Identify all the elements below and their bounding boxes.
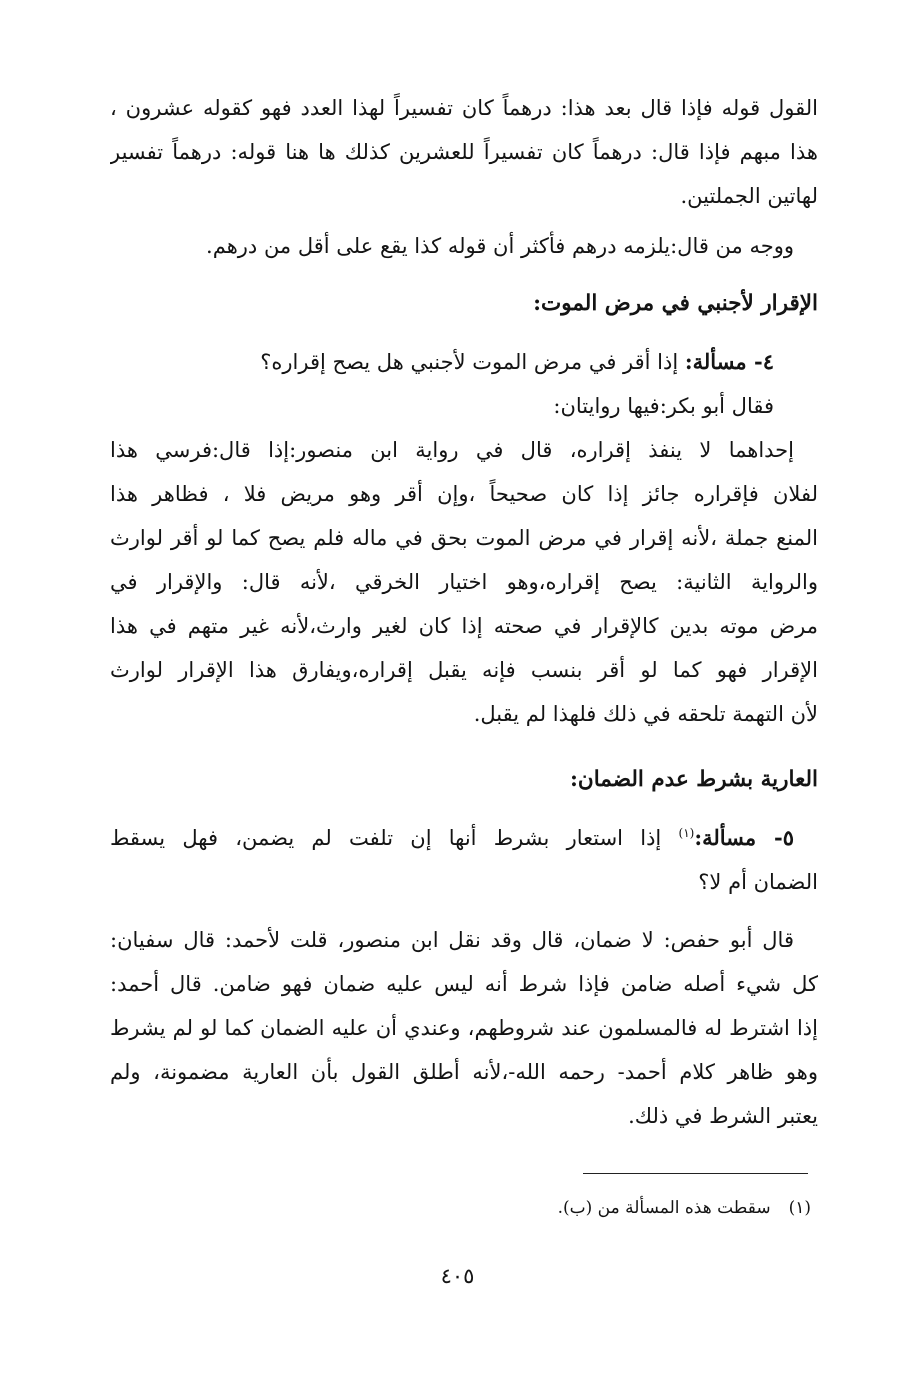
footnote-reference[interactable]: (١) [678,826,695,840]
masala-5-question-line [110,816,818,860]
text-line: إحداهما لا ينفذ إقراره، قال في رواية ابن منصور:إذا قال:فرسي هذا [110,438,794,462]
page-number: ٤٠٥ [440,1264,475,1288]
text-line: كل شيء أصله ضامن فإذا شرط أنه ليس عليه ضمان فهو ضامن. قال أحمد: [110,972,818,996]
text-line: إذا اشترط له فالمسلمون عند شروطهم، وعندي أن عليه الضمان كما لو لم يشرط [110,1016,818,1040]
footnote-divider [583,1173,808,1174]
page-body [110,86,818,1138]
text-line: لهاتين الجملتين. [680,184,818,208]
masala-5 [110,816,818,1138]
text-line: الضمان أم لا؟ [698,870,818,894]
text-line: وهو ظاهر كلام أحمد- رحمه الله-،لأنه أطلق القول بأن العارية مضمونة، ولم [110,1060,818,1084]
masala-4-number: ٤- مسألة: [684,349,774,374]
paragraph-intro [110,86,818,218]
text-line: المنع جملة ،لأنه إقرار في مرض الموت بحق في ماله فلم يصح كما لو أقر لوارث [110,526,818,550]
text-line: لأن التهمة تلحقه في ذلك فلهذا لم يقبل. [473,702,818,726]
section-heading-ariya: العارية بشرط عدم الضمان: [569,767,818,792]
footnote-marker: (١) [788,1198,811,1218]
masala-4-answer-intro: فقال أبو بكر:فيها روايتان: [553,394,774,418]
text-line: لفلان فإقراره جائز إذا كان صحيحاً ،وإن أقر وهو مريض فلا ، فظاهر هذا [110,482,818,506]
masala-4-question: إذا أقر في مرض الموت لأجنبي هل يصح إقراره؟ [260,350,679,374]
footnote-text: سقطت هذه المسألة من (ب). [557,1198,771,1218]
masala-4 [110,340,818,736]
text-line: قال أبو حفص: لا ضمان، قال وقد نقل ابن منصور، قلت لأحمد: قال سفيان: [110,928,794,952]
masala-4-question-line [110,340,818,384]
text-line: القول قوله فإذا قال بعد هذا: درهماً كان تفسيراً لهذا العدد فهو كقوله عشرون ، [110,96,818,120]
masala-5-question: إذا استعار بشرط أنها إن تلفت لم يضمن، فهل يسقط [110,826,662,850]
text-line: هذا مبهم فإذا قال: درهماً كان تفسيراً للعشرين كذلك ها هنا قوله: درهماً تفسير [110,140,818,164]
text-line: والرواية الثانية: يصح إقراره،وهو اختيار الخرقي ،لأنه قال: والإقرار في [110,570,818,594]
text-line: مرض موته بدين كالإقرار في صحته إذا كان لغير وارث،لأنه غير متهم في هذا [110,614,818,638]
text-line: الإقرار فهو كما لو أقر بنسب فإنه يقبل إقراره،ويفارق هذا الإقرار لوارث [110,658,818,682]
masala-5-number: ٥- مسألة: [694,825,794,850]
paragraph-wajh: ووجه من قال:يلزمه درهم فأكثر أن قوله كذا يقع على أقل من درهم. [206,234,794,258]
footnote [558,1194,811,1222]
section-heading-iqrar: الإقرار لأجنبي في مرض الموت: [533,291,818,316]
text-line: يعتبر الشرط في ذلك. [628,1104,818,1128]
